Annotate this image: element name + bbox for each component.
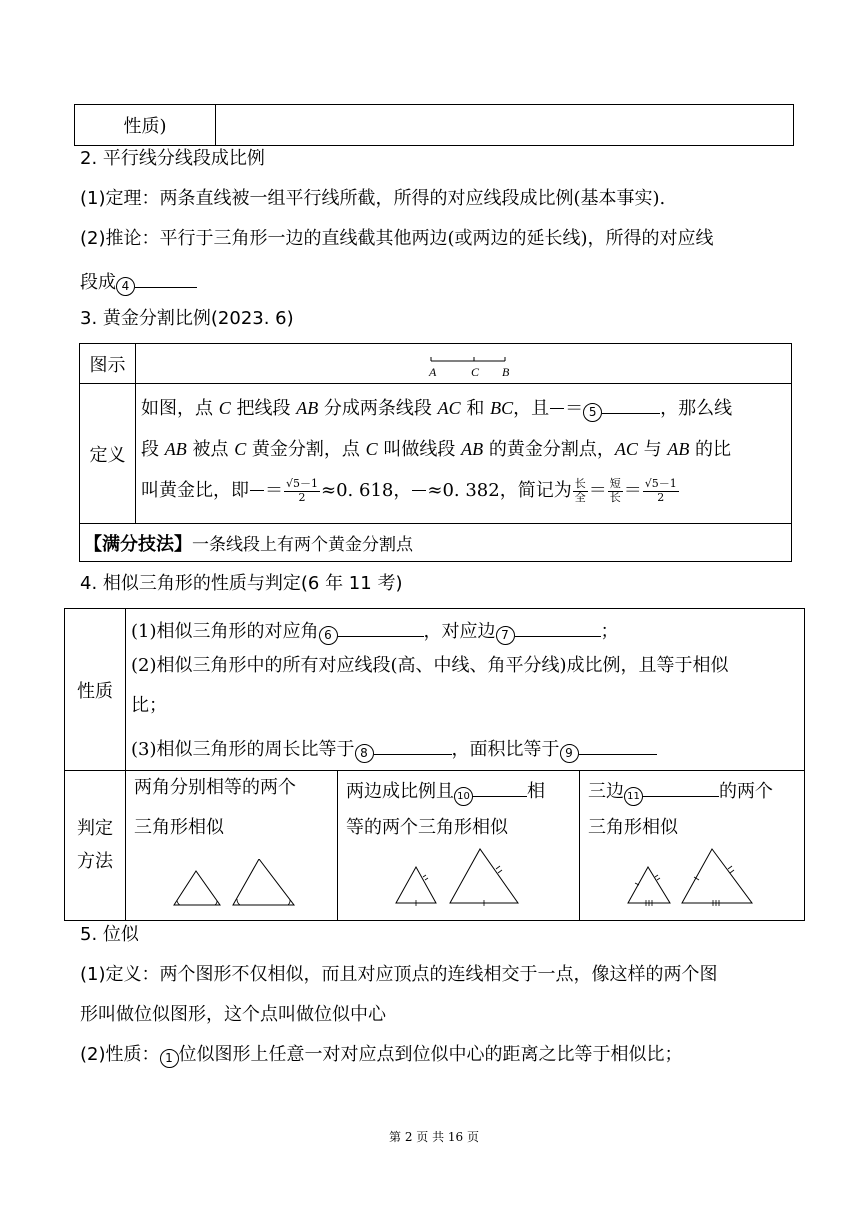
- answer-number-8: 8: [355, 744, 374, 763]
- answer-number-10: 10: [454, 787, 473, 806]
- s2-p1-text: 两条直线被一组平行线所截，所得的对应线段成比例(基本事实).: [159, 188, 666, 209]
- def-var-c: C: [365, 439, 378, 459]
- sas-triangles-figure: [392, 847, 532, 915]
- fraction-denominator: 长: [609, 490, 621, 504]
- answer-blank-4[interactable]: [135, 270, 197, 288]
- criterion-sss-cell: [580, 771, 805, 921]
- def-text: ≈0. 618，: [321, 480, 412, 502]
- fraction-denominator: 2: [298, 490, 306, 504]
- fraction-numerator: 短: [609, 477, 621, 490]
- segment-diagram: [423, 350, 543, 380]
- s5-p1-text-b: 形叫做位似图形，这个点叫做位似中心: [80, 1004, 386, 1025]
- s5-p1: [80, 966, 718, 984]
- page-footer: 第 2 页 共 16 页: [389, 1130, 479, 1144]
- def-var-ab: AB: [461, 439, 484, 459]
- section-5-heading: 5. 位似: [80, 924, 139, 945]
- def-var-c: C: [218, 398, 231, 418]
- s2-p1-label: (1)定理：: [80, 188, 160, 209]
- judgement-label-cell: [65, 771, 126, 921]
- point-label-c: C: [471, 365, 480, 379]
- def-var-c: C: [234, 439, 247, 459]
- s5-p2-label: (2)性质：: [80, 1044, 160, 1065]
- criterion-aa-cell: [126, 771, 338, 921]
- answer-blank-7[interactable]: [515, 619, 601, 637]
- def-equals: ＝: [588, 480, 607, 502]
- def-text: 和: [460, 398, 491, 419]
- answer-blank-11[interactable]: [643, 779, 719, 797]
- s2-p2-text-a: 平行于三角形一边的直线截其他两边(或两边的延长线)，所得的对应线: [159, 228, 714, 249]
- s5-p2-text: 位似图形上任意一对对应点到位似中心的距离之比等于相似比；: [178, 1044, 683, 1065]
- s5-p1b: [80, 1006, 386, 1024]
- answer-blank-10[interactable]: [473, 779, 527, 797]
- def-var-bc: BC: [490, 398, 514, 418]
- answer-blank-6[interactable]: [338, 619, 424, 637]
- def-var-ab: AB: [164, 439, 187, 459]
- prop-line-1: [131, 619, 619, 645]
- sss-triangles-figure: [624, 847, 764, 915]
- point-label-a: A: [429, 365, 437, 379]
- section-2-heading: 2. 平行线分线段成比例: [80, 148, 265, 169]
- top-table-left-cell: [75, 105, 216, 146]
- def-text: 的黄金分割点，: [483, 439, 615, 460]
- answer-number-4: 4: [116, 277, 135, 296]
- answer-number-1: 1: [160, 1049, 179, 1068]
- answer-blank-8[interactable]: [374, 737, 452, 755]
- prop-line-3: [131, 737, 657, 763]
- prop-text: ；: [600, 621, 619, 642]
- properties-label: 性质: [77, 680, 113, 702]
- def-text: ≈0. 382，简记为: [427, 480, 572, 502]
- similar-triangles-table: [64, 608, 805, 921]
- s2-p2-text-b: 段成: [80, 272, 116, 293]
- top-table: [74, 104, 794, 146]
- fraction-denominator: 全: [574, 490, 586, 504]
- prop-text: ，对应边: [423, 621, 496, 642]
- aa-triangles-figure: [168, 859, 308, 917]
- def-var-ab: AB: [667, 439, 690, 459]
- def-text: 被点: [186, 439, 235, 460]
- fraction-placeholder: [250, 490, 264, 491]
- fraction-numerator: 长: [574, 477, 586, 490]
- prop-text: (2)相似三角形中的所有对应线段(高、中线、角平分线)成比例，且等于相似: [131, 655, 729, 676]
- golden-diagram-cell: [136, 344, 792, 384]
- criterion-aa-line2: 三角形相似: [134, 817, 224, 838]
- def-equals: ＝: [623, 480, 642, 502]
- def-text: ，那么线: [660, 398, 733, 419]
- golden-row1-label-cell: [80, 344, 136, 384]
- answer-number-9: 9: [560, 744, 579, 763]
- judgement-label-b: 方法: [77, 850, 113, 872]
- criterion-sas-line1: [346, 779, 545, 806]
- prop-text: 比；: [131, 695, 167, 716]
- answer-number-5: 5: [583, 403, 602, 422]
- golden-ratio-fraction-1: [284, 478, 320, 504]
- answer-blank-5[interactable]: [602, 396, 660, 414]
- def-equals: ＝: [565, 398, 584, 419]
- prop-text: ，面积比等于: [451, 739, 560, 760]
- criterion-sas-cell: [338, 771, 580, 921]
- def-text: 把线段: [230, 398, 297, 419]
- properties-content-cell: [126, 609, 805, 771]
- def-text: 段: [141, 439, 165, 460]
- prop-text: (1)相似三角形的对应角: [131, 621, 319, 642]
- def-text: 分成两条线段: [318, 398, 438, 419]
- criterion-sss-line1: [588, 779, 773, 806]
- s2-p2b: [80, 270, 197, 296]
- s5-p1-label: (1)定义：: [80, 964, 160, 985]
- tip-label: 【满分技法】: [84, 533, 192, 555]
- short-over-long-fraction: [608, 478, 623, 504]
- prop-line-2b: [131, 697, 167, 715]
- point-label-b: B: [502, 365, 510, 379]
- top-table-left-label: 性质): [123, 116, 167, 137]
- def-text: 叫做线段: [377, 439, 462, 460]
- def-var-ac: AC: [437, 398, 461, 418]
- golden-row2-label-cell: [80, 384, 136, 524]
- criterion-sss-line2: 三角形相似: [588, 817, 678, 838]
- section-3-heading: 3. 黄金分割比例(2023. 6): [80, 308, 294, 329]
- criterion-sas-line2: 等的两个三角形相似: [346, 817, 508, 838]
- answer-number-7: 7: [496, 626, 515, 645]
- golden-row1-label: 图示: [89, 354, 126, 376]
- fraction-numerator: √5－1: [644, 477, 677, 490]
- s2-p1: [80, 190, 665, 208]
- def-text: 黄金分割，点: [246, 439, 366, 460]
- def-text: 与: [637, 439, 668, 460]
- def-line-1: [141, 396, 732, 422]
- def-equals: ＝: [265, 480, 283, 502]
- answer-number-11: 11: [624, 787, 643, 806]
- golden-tip-cell: [80, 524, 792, 562]
- fraction-numerator: √5－1: [286, 477, 319, 490]
- s2-p2: [80, 230, 714, 248]
- criterion-text: 两边成比例且: [346, 781, 454, 802]
- s5-p2: [80, 1046, 683, 1068]
- fraction-placeholder: [412, 490, 426, 491]
- golden-ratio-table: [79, 343, 792, 562]
- def-var-ac: AC: [614, 439, 638, 459]
- s5-p1-text-a: 两个图形不仅相似，而且对应顶点的连线相交于一点，像这样的两个图: [159, 964, 718, 985]
- golden-row2-label: 定义: [89, 444, 126, 466]
- fraction-placeholder: [550, 408, 564, 409]
- judgement-label-a: 判定: [77, 818, 113, 840]
- def-line-2: [141, 440, 731, 459]
- section-4-heading: 4. 相似三角形的性质与判定(6 年 11 考): [80, 573, 403, 594]
- criterion-text: 三边: [588, 781, 624, 802]
- golden-ratio-fraction-2: [643, 478, 679, 504]
- def-text: 如图，点: [141, 398, 219, 419]
- def-line-3: [141, 478, 680, 504]
- prop-line-2: [131, 657, 729, 675]
- criterion-aa-line1: 两角分别相等的两个: [134, 777, 296, 798]
- s2-p2-label: (2)推论：: [80, 228, 160, 249]
- criterion-text: 相: [527, 781, 545, 802]
- golden-definition-cell: [136, 384, 792, 524]
- def-text: 的比: [689, 439, 732, 460]
- prop-text: (3)相似三角形的周长比等于: [131, 739, 355, 760]
- tip-text: 一条线段上有两个黄金分割点: [192, 534, 413, 555]
- answer-blank-9[interactable]: [579, 737, 657, 755]
- def-text: 叫黄金比，即: [141, 480, 249, 502]
- long-over-full-fraction: [573, 478, 588, 504]
- fraction-denominator: 2: [657, 490, 665, 504]
- properties-label-cell: [65, 609, 126, 771]
- def-var-ab: AB: [296, 398, 319, 418]
- top-table-right-cell: [216, 105, 794, 146]
- def-text: ，且: [513, 398, 550, 419]
- criterion-text: 的两个: [719, 781, 773, 802]
- answer-number-6: 6: [319, 626, 338, 645]
